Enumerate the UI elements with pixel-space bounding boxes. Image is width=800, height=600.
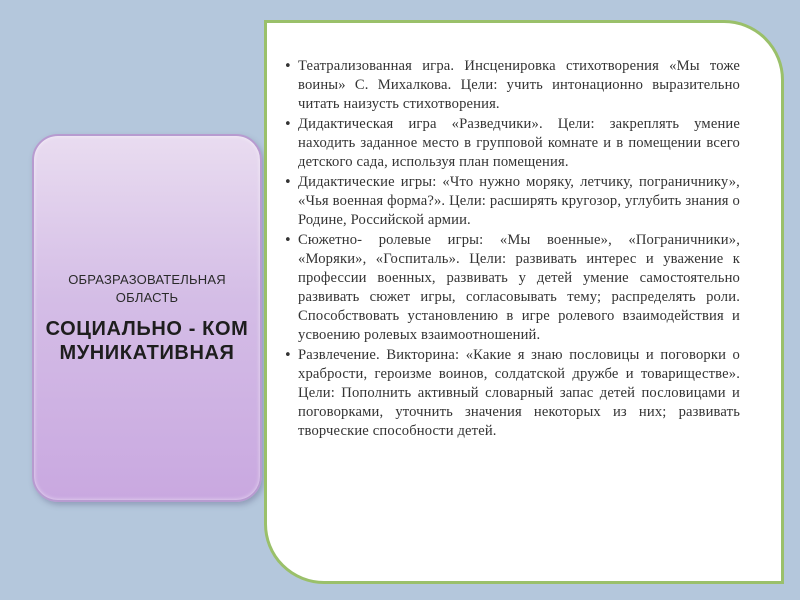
activity-text: Дидактическая игра «Разведчики». Цели: закреплять умение находить заданное место в групповой комнате и в помещении всего детского сада, используя план помещения. bbox=[298, 116, 740, 170]
bullet-icon: • bbox=[284, 59, 292, 74]
activity-item bbox=[284, 115, 740, 172]
bullet-icon: • bbox=[284, 175, 292, 190]
activities-content bbox=[284, 57, 740, 442]
education-area-label: ОБРАЗРАЗОВАТЕЛЬНАЯ ОБЛАСТЬ bbox=[68, 272, 226, 305]
activity-text: Театрализованная игра. Инсценировка стихотворения «Мы тоже воины» С. Михалкова. Цели: учить интонационно выразительно читать наизусть стихотворения. bbox=[298, 58, 740, 112]
activity-item bbox=[284, 346, 740, 441]
bullet-icon: • bbox=[284, 348, 292, 363]
activity-text: Сюжетно- ролевые игры: «Мы военные», «Пограничники», «Моряки», «Госпиталь». Цели: развивать интерес и уважение к профессии военных, развивать у детей умение самостоятельно развивать сюжет игры, согласовывать тему; распределять роли. Способствовать установлению в игре ролевого взаимодействия и усвоению ролевых взаимоотношений. bbox=[298, 232, 740, 343]
activities-list bbox=[284, 57, 740, 441]
activity-text: Развлечение. Викторина: «Какие я знаю пословицы и поговорки о храбрости, героизме воинов, солдатской дружбе и товариществе». Цели: Пополнить активный словарный запас детей пословицами и поговорками, уточнить значения некоторых из них; развивать творческие способности детей. bbox=[298, 347, 740, 439]
bullet-icon: • bbox=[284, 233, 292, 248]
activity-text: Дидактические игры: «Что нужно моряку, летчику, пограничнику», «Чья военная форма?». Цели: расширять кругозор, углубить знания о Родине, Российской армии. bbox=[298, 174, 740, 228]
activity-item bbox=[284, 57, 740, 114]
activity-item bbox=[284, 173, 740, 230]
education-area-title: СОЦИАЛЬНО - КОММУНИКАТИВНАЯ bbox=[45, 318, 249, 364]
education-area-box bbox=[32, 134, 262, 502]
activity-item bbox=[284, 231, 740, 345]
bullet-icon: • bbox=[284, 117, 292, 132]
